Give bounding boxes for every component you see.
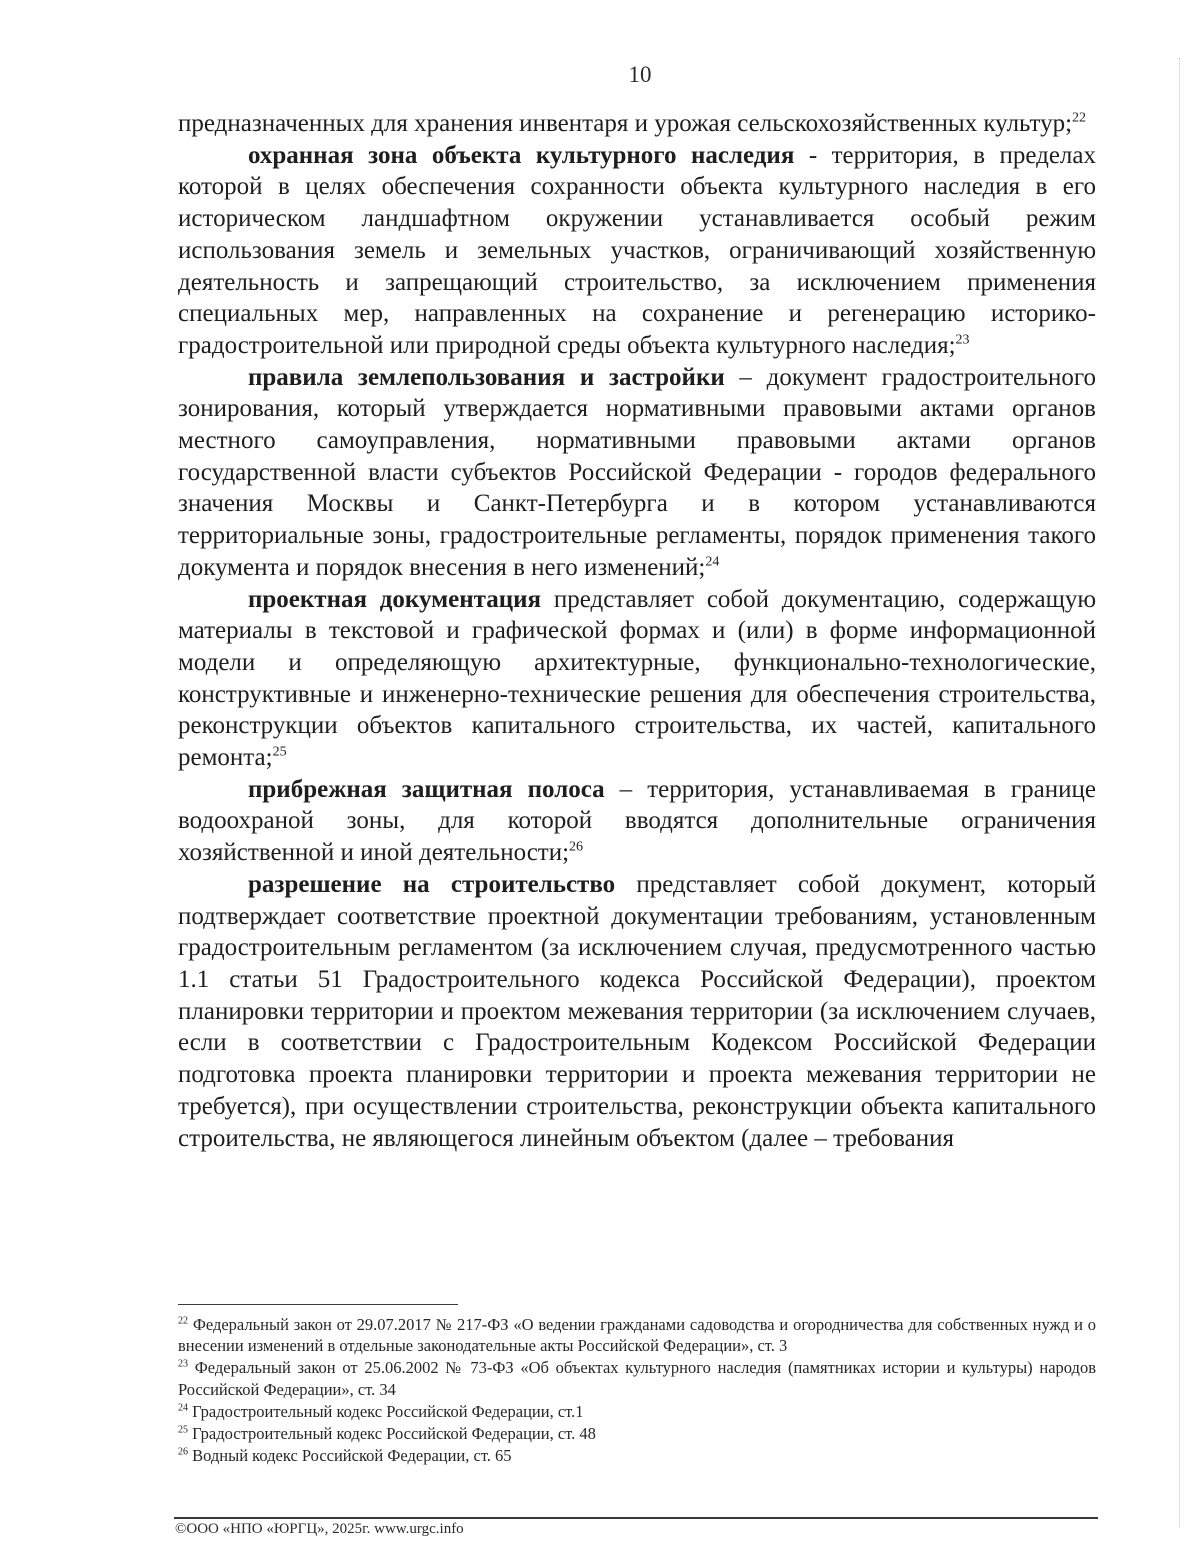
- definition-paragraph: [178, 140, 1096, 362]
- footnote-number: 23: [178, 1358, 188, 1370]
- defined-term: проектная документация: [248, 585, 542, 613]
- footnote-number: 26: [178, 1446, 188, 1458]
- footnote-text: Градостроительный кодекс Российской Федерации, ст. 48: [188, 1424, 596, 1444]
- main-text: [178, 108, 1096, 1154]
- paragraph-continuation: [178, 108, 1096, 140]
- definition-text: - территория, в пределах которой в целях обеспечения сохранности объекта культурного наследия в его историческом ландшафтном окружении устанавливается особый режим использования земель и земельных участков, ограничивающий хозяйственную деятельность и запрещающий строительство, за исключением применения специальных мер, направленных на сохранение и регенерацию историко-градостроительной или природной среды объекта культурного наследия;: [178, 141, 1096, 359]
- definition-paragraph: [178, 774, 1096, 869]
- footnote-separator: [178, 1304, 458, 1305]
- footnote-item: [178, 1445, 1096, 1466]
- scan-edge-mark: [1179, 58, 1180, 1528]
- footnote-number: 22: [178, 1315, 188, 1327]
- footnote-ref[interactable]: 24: [705, 554, 720, 570]
- defined-term: прибрежная защитная полоса: [248, 775, 605, 803]
- footnote-ref[interactable]: 25: [272, 744, 287, 760]
- footnote-ref[interactable]: 22: [1072, 110, 1087, 126]
- footnote-ref[interactable]: 23: [955, 332, 970, 348]
- page-number: 10: [628, 62, 652, 87]
- footnote-item: [178, 1357, 1096, 1399]
- footnote-item: [178, 1314, 1096, 1356]
- footnote-text: Федеральный закон от 25.06.2002 № 73-ФЗ «Об объектах культурного наследия (памятниках истории и культуры) народов Российской Федерации», ст. 34: [178, 1358, 1096, 1399]
- definition-text: представляет собой документацию, содержащую материалы в текстовой и графической формах и (или) в форме информационной модели и определяющую архитектурные, функционально-технологические, конструктивные и инженерно-технические решения для обеспечения строительства, реконструкции объектов капитального строительства, их частей, капитального ремонта;: [178, 585, 1096, 772]
- footnote-text: Водный кодекс Российской Федерации, ст. 65: [188, 1446, 512, 1466]
- footnote-ref[interactable]: 26: [569, 839, 584, 855]
- footnotes-section: [178, 1314, 1096, 1467]
- definition-text: представляет собой документ, который подтверждает соответствие проектной документации требованиям, установленным градостроительным регламентом (за исключением случая, предусмотренного частью 1.1 статьи 51 Градостроительного кодекса Российской Федерации), проектом планировки территории и проектом межевания территории (за исключением случаев, если в соответствии с Градостроительным Кодексом Российской Федерации подготовка проекта планировки территории и проекта межевания территории не требуется), при осуществлении строительства, реконструкции объекта капитального строительства, не являющегося линейным объектом (далее – требования: [178, 870, 1096, 1152]
- page-footer: ©ООО «НПО «ЮРГЦ», 2025г. www.urgc.info: [175, 1521, 464, 1537]
- paragraph-text: предназначенных для хранения инвентаря и урожая сельскохозяйственных культур;: [178, 110, 1073, 137]
- definition-paragraph: [178, 584, 1096, 774]
- definition-paragraph: [178, 869, 1096, 1154]
- footnote-number: 24: [178, 1402, 188, 1414]
- footnote-text: Федеральный закон от 29.07.2017 № 217-ФЗ «О ведении гражданами садоводства и огородничества для собственных нужд и о внесении изменений в отдельные законодательные акты Российской Федерации», ст. 3: [178, 1315, 1096, 1356]
- footnote-text: Градостроительный кодекс Российской Федерации, ст.1: [188, 1401, 584, 1421]
- defined-term: охранная зона объекта культурного наследия: [248, 141, 795, 169]
- definition-text: – документ градостроительного зонирования, который утверждается нормативными правовыми актами органов местного самоуправления, нормативными правовыми актами органов государственной власти субъектов Российской Федерации - городов федерального значения Москвы и Санкт-Петербурга и в котором устанавливаются территориальные зоны, градостроительные регламенты, порядок применения такого документа и порядок внесения в него изменений;: [178, 363, 1096, 581]
- footer-separator: [174, 1517, 1098, 1519]
- definition-paragraph: [178, 362, 1096, 584]
- definition-text: – территория, устанавливаемая в границе водоохраной зоны, для которой вводятся дополнительные ограничения хозяйственной и иной деятельности;: [178, 775, 1096, 867]
- footnote-number: 25: [178, 1424, 188, 1436]
- footnote-item: [178, 1401, 1096, 1422]
- defined-term: разрешение на строительство: [248, 870, 616, 898]
- footnote-item: [178, 1423, 1096, 1444]
- defined-term: правила землепользования и застройки: [248, 363, 725, 391]
